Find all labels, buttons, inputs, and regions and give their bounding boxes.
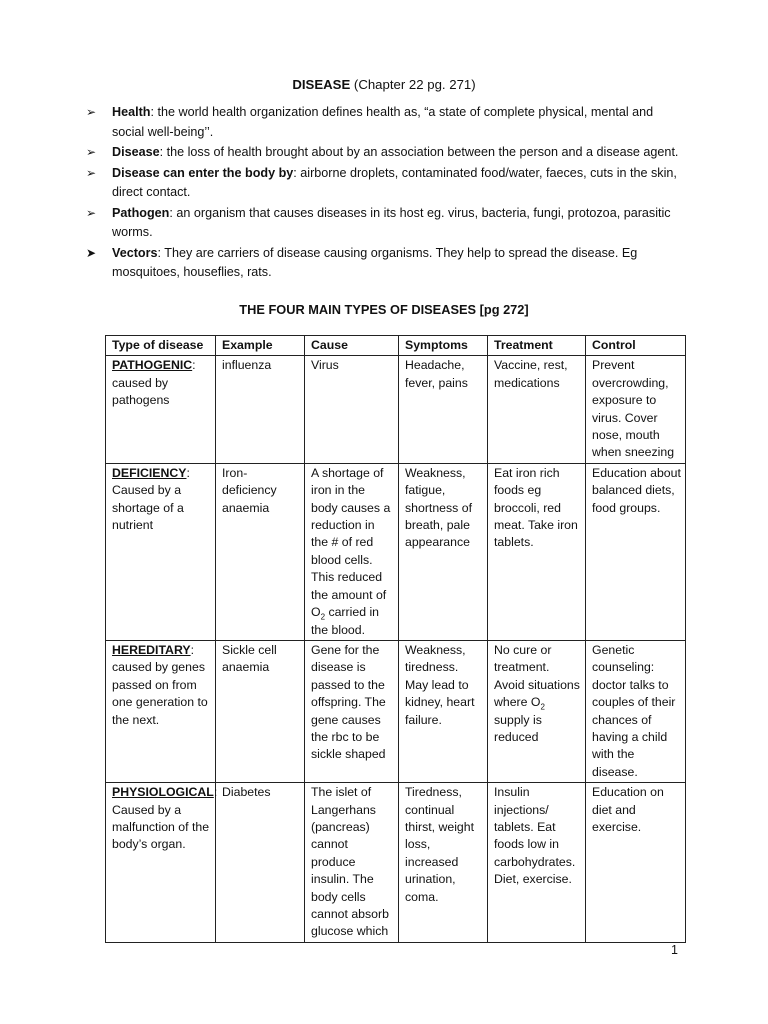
- bullet-term: Health: [112, 105, 151, 119]
- example-cell: Sickle cell anaemia: [216, 640, 305, 782]
- bullet-sep: :: [150, 105, 154, 119]
- type-cell: DEFICIENCY: Caused by a shortage of a nutrient: [106, 463, 216, 640]
- control-cell: Education about balanced diets, food groups.: [586, 463, 686, 640]
- bullet-sep: :: [159, 145, 164, 159]
- symptoms-cell: Headache, fever, pains: [399, 356, 488, 463]
- bullet-sep: :: [293, 165, 297, 180]
- control-cell: Genetic counseling: doctor talks to couples of their chances of having a child with the disease.: [586, 640, 686, 782]
- symptoms-cell: Tiredness, continual thirst, weight loss, increased urination, coma.: [399, 783, 488, 943]
- type-cell: PATHOGENIC: caused by pathogens: [106, 356, 216, 463]
- cause-cell: Gene for the disease is passed to the offspring. The gene causes the rbc to be sickle shaped: [305, 640, 399, 782]
- treatment-text-a: No cure or treatment. Avoid situations where O: [494, 642, 580, 710]
- category-desc: caused by pathogens: [112, 375, 170, 408]
- cause-text-a: A shortage of iron in the body causes a reduction in the # of red blood cells. This reduced the amount of O: [311, 465, 391, 620]
- table-row: [106, 783, 686, 943]
- bullet-vectors: [86, 244, 686, 283]
- table-header-row: [106, 336, 686, 356]
- arrow-bullet-icon: ➢: [86, 145, 97, 159]
- cause-text-b: carried in the blood.: [311, 605, 380, 637]
- table-row: [106, 356, 686, 463]
- bullet-sep: :: [169, 205, 173, 220]
- bullet-text: the world health organization defines health as, “a state of complete physical, mental and social well-being’’.: [112, 105, 654, 139]
- header-cause: Cause: [305, 336, 399, 356]
- example-cell: Iron-deficiency anaemia: [216, 463, 305, 640]
- category-desc: caused by genes passed on from one generation to the next.: [112, 660, 208, 727]
- bullet-sep: :: [157, 245, 162, 260]
- category-name: HEREDITARY: [112, 642, 191, 657]
- subscript: 2: [320, 612, 326, 622]
- bullet-term: Pathogen: [112, 205, 170, 220]
- example-cell: Diabetes: [216, 783, 305, 943]
- subscript: 2: [540, 702, 545, 712]
- cause-cell: The islet of Langerhans (pancreas) cannot produce insulin. The body cells cannot absorb glucose which: [305, 783, 399, 943]
- treatment-cell: [488, 640, 586, 782]
- symptoms-cell: Weakness, tiredness. May lead to kidney, heart failure.: [399, 640, 488, 782]
- arrow-bullet-icon: ➢: [86, 205, 97, 220]
- treatment-cell: Vaccine, rest, medications: [488, 356, 586, 463]
- control-cell: Education on diet and exercise.: [586, 783, 686, 943]
- title-bold: DISEASE: [292, 77, 351, 92]
- arrow-bullet-icon: ➢: [86, 165, 97, 180]
- header-type: Type of disease: [106, 336, 216, 356]
- header-symptoms: Symptoms: [399, 336, 488, 356]
- arrow-bullet-icon: ➢: [86, 105, 97, 119]
- treatment-cell: Insulin injections/ tablets. Eat foods low in carbohydrates. Diet, exercise.: [488, 783, 586, 943]
- category-name: PATHOGENIC: [112, 358, 193, 373]
- bullet-term: Vectors: [112, 245, 158, 260]
- header-example: Example: [216, 336, 305, 356]
- example-cell: influenza: [216, 356, 305, 463]
- category-desc: Caused by a shortage of a nutrient: [112, 483, 184, 533]
- cause-cell: [305, 463, 399, 640]
- bullet-text: an organism that causes diseases in its host eg. virus, bacteria, fungi, protozoa, parasitic worms.: [112, 205, 671, 239]
- table-title: THE FOUR MAIN TYPES OF DISEASES [pg 272]: [239, 302, 529, 317]
- category-name: PHYSIOLOGICAL: [112, 785, 214, 800]
- definition-list: [86, 103, 686, 284]
- type-cell: PHYSIOLOGICAL: Caused by a malfunction of the body’s organ.: [106, 783, 216, 943]
- table-row: [106, 463, 686, 640]
- category-name: DEFICIENCY: [112, 465, 187, 480]
- bullet-text: the loss of health brought about by an association between the person and a disease agent.: [163, 145, 679, 159]
- page-number: 1: [671, 943, 678, 957]
- control-cell: Prevent overcrowding, exposure to virus. Cover nose, mouth when sneezing: [586, 356, 686, 463]
- bullet-entry: [86, 164, 686, 203]
- symptoms-cell: Weakness, fatigue, shortness of breath, pale appearance: [399, 463, 488, 640]
- bullet-pathogen: [86, 204, 686, 243]
- type-cell: HEREDITARY: caused by genes passed on from one generation to the next.: [106, 640, 216, 782]
- title-rest: (Chapter 22 pg. 271): [350, 77, 476, 92]
- bullet-term: Disease can enter the body by: [112, 165, 294, 180]
- bullet-text: They are carriers of disease causing organisms. They help to spread the disease. Eg mosquitoes, houseflies, rats.: [112, 245, 638, 279]
- page-title: [0, 77, 768, 93]
- bullet-text: airborne droplets, contaminated food/water, faeces, cuts in the skin, direct contact.: [112, 165, 677, 199]
- treatment-text-b: supply is reduced: [494, 712, 542, 744]
- bullet-disease: [86, 143, 686, 163]
- bullet-health: [86, 103, 686, 142]
- bullet-term: Disease: [112, 145, 160, 159]
- cause-cell: Virus: [305, 356, 399, 463]
- header-control: Control: [586, 336, 686, 356]
- disease-types-table: [105, 335, 686, 943]
- header-treatment: Treatment: [488, 336, 586, 356]
- category-desc: Caused by a malfunction of the body’s organ.: [112, 802, 210, 852]
- arrow-bullet-icon: ➤: [86, 245, 97, 260]
- table-row: [106, 640, 686, 782]
- treatment-cell: Eat iron rich foods eg broccoli, red meat. Take iron tablets.: [488, 463, 586, 640]
